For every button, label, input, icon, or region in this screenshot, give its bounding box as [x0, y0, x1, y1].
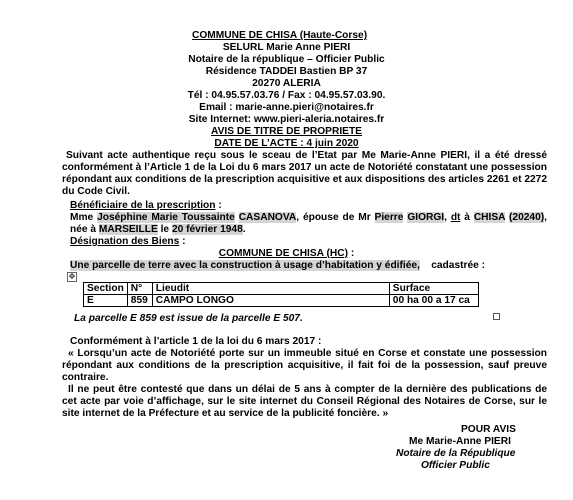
notary-title: Notaire de la république – Officier Public — [188, 54, 385, 65]
parcel-note: La parcelle E 859 est issue de la parcelle E 507. — [74, 313, 303, 324]
b-firstnames: Joséphine Marie Toussainte — [97, 212, 235, 223]
designation-heading — [70, 236, 186, 248]
parcel-line — [70, 260, 485, 272]
city: 20270 ALERIA — [252, 78, 321, 89]
resize-handle[interactable] — [493, 313, 500, 320]
law-quote-2: Il ne peut être contesté que dans un délai de 5 ans à compter de la dernière des publications de cet acte par voie d’affichage, sur le site internet du Conseil Régional des Notaires de Corse, sur le site internet de la Préfecture et au service de la publicité foncière. » — [62, 384, 547, 419]
b-spouse-last: GIORGI — [407, 212, 445, 223]
residence: Résidence TADDEI Bastien BP 37 — [205, 66, 368, 77]
b-dt: dt — [450, 212, 461, 223]
signatory-name: Me Marie-Anne PIERI — [409, 436, 511, 447]
b-birthdate: 20 février 1948 — [171, 224, 243, 235]
b-part-7: , née à — [70, 212, 547, 235]
col-lieudit: Lieudit — [152, 283, 389, 295]
signatory-title-1: Notaire de la République — [396, 448, 516, 459]
cell-surface: 00 ha 00 a 17 ca — [389, 295, 478, 307]
b-part-8: le — [157, 224, 172, 235]
acte-date: DATE DE L’ACTE : 4 juin 2020 — [214, 138, 359, 149]
designation-commune — [0, 248, 573, 260]
b-postal: (20240) — [509, 212, 545, 223]
b-birthplace: MARSEILLE — [98, 224, 158, 235]
b-part-5: , — [444, 212, 451, 223]
b-part-9: . — [242, 224, 246, 235]
b-part-3: , épouse de Mr — [296, 212, 375, 223]
parcel-description: Une parcelle de terre avec la construction à usage d’habitation y édifiée, — [70, 260, 420, 271]
cadastre-label: cadastrée : — [431, 260, 486, 271]
col-surface: Surface — [389, 283, 478, 295]
move-handle-icon[interactable]: ✥ — [68, 272, 76, 281]
designation-commune-label: COMMUNE DE CHISA (HC) — [218, 248, 348, 259]
commune-heading: COMMUNE DE CHISA (Haute-Corse) — [192, 30, 368, 41]
designation-colon: : — [179, 236, 186, 247]
office-name: SELURL Marie Anne PIERI — [222, 42, 351, 53]
cell-numero: 859 — [127, 295, 152, 307]
signatory-title-2: Officier Public — [421, 460, 490, 471]
website: Site Internet: www.pieri-aleria.notaires.fr — [188, 114, 385, 125]
pour-avis: POUR AVIS — [461, 424, 516, 435]
designation-label: Désignation des Biens — [70, 236, 180, 247]
email: Email : marie-anne.pieri@notaires.fr — [199, 102, 374, 113]
avis-title: AVIS DE TITRE DE PROPRIETE — [211, 126, 362, 137]
intro-paragraph: Suivant acte authentique reçu sous le sceau de l’Etat par Me Marie-Anne PIERI, il a été dressé conformément à l’Article 1 de la Loi du 6 mars 2017 un acte de Notoriété constatant une possession répondant aux conditions de la prescription acquisitive et aux dispositions des articles 2261 et 2272 du Code Civil. — [62, 150, 547, 197]
law-quote-1: « Lorsqu’un acte de Notoriété porte sur un immeuble situé en Corse et constate une possession répondant aux conditions de la prescription acquisitive, il fait foi de la possession, sauf preuve contraire. — [62, 348, 547, 383]
b-spouse-first: Pierre — [374, 212, 404, 223]
beneficiaire-label: Bénéficiaire de la prescription — [70, 200, 216, 211]
cell-lieudit: CAMPO LONGO — [152, 295, 389, 307]
beneficiaire-text — [70, 212, 547, 236]
b-part-6: à — [460, 212, 474, 223]
designation-commune-colon: : — [348, 248, 355, 259]
beneficiaire-heading — [70, 200, 222, 212]
b-lastname: CASANOVA — [238, 212, 297, 223]
table-row — [84, 295, 479, 307]
table-header-row — [84, 283, 479, 295]
phone-fax: Tél : 04.95.57.03.76 / Fax : 04.95.57.03.90. — [187, 90, 386, 101]
b-part-1: Mme — [70, 212, 98, 223]
cadastre-table — [83, 282, 479, 307]
col-numero: N° — [127, 283, 152, 295]
b-town: CHISA — [473, 212, 506, 223]
beneficiaire-colon: : — [215, 200, 222, 211]
cell-section: E — [84, 295, 128, 307]
law-intro: Conformément à l’article 1 de la loi du 6 mars 2017 : — [70, 336, 322, 347]
col-section: Section — [84, 283, 128, 295]
